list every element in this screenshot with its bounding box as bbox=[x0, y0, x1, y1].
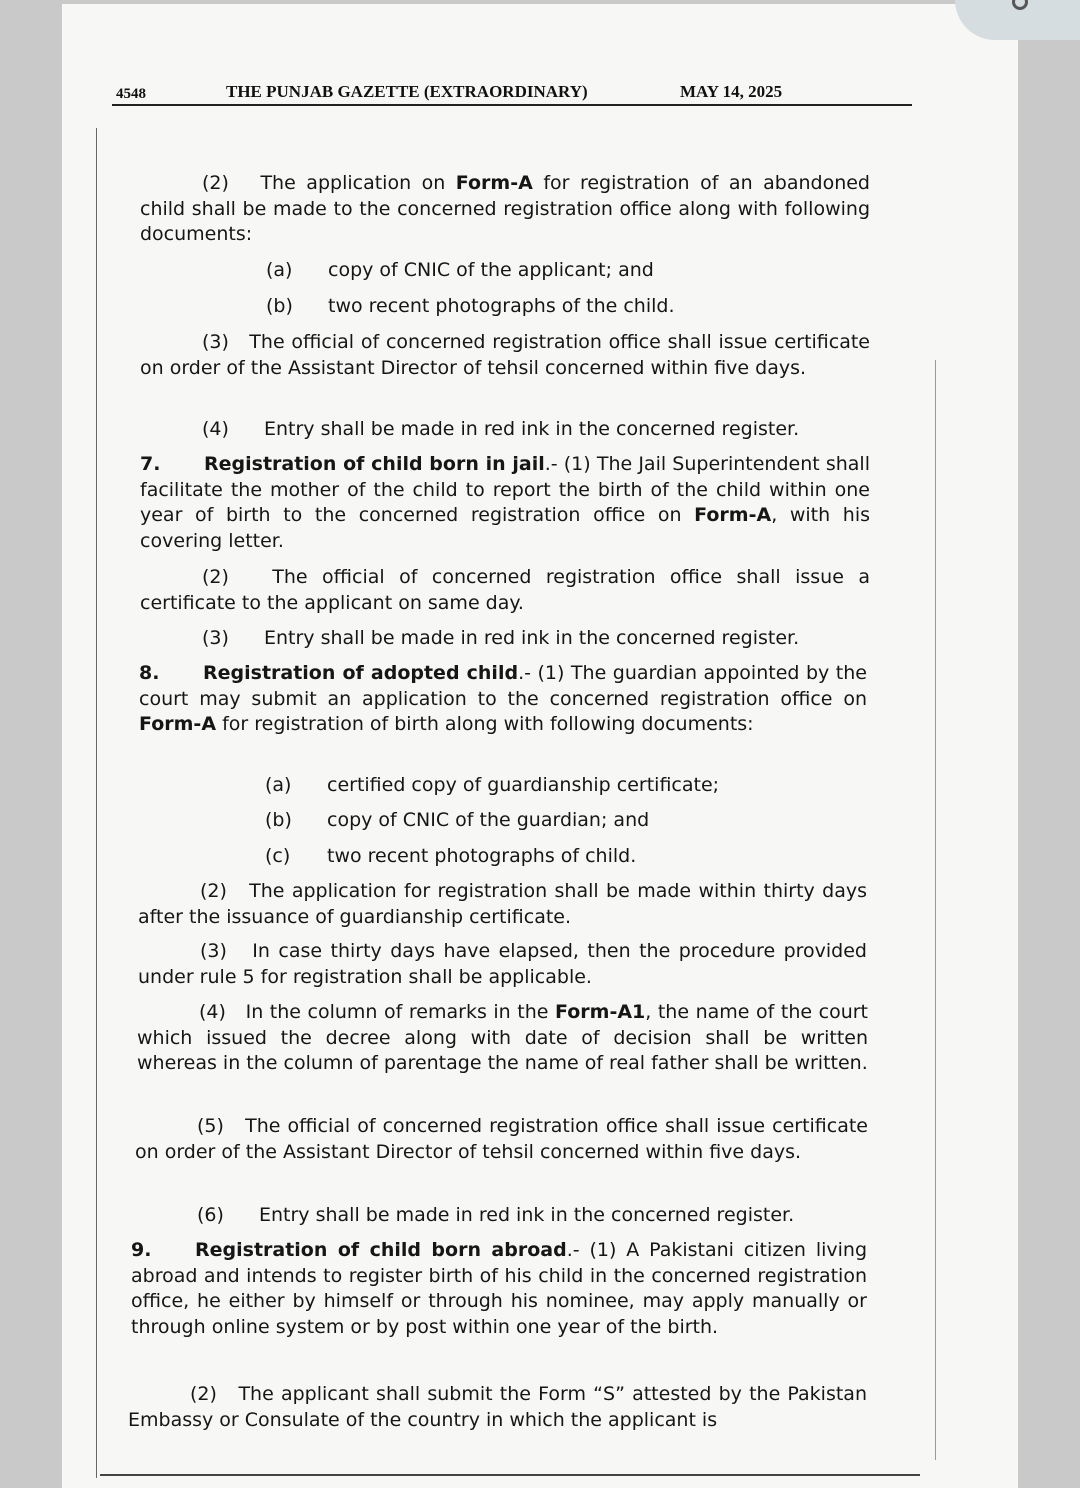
item-label: (b) bbox=[265, 809, 292, 831]
rule8-para-5 bbox=[135, 1114, 868, 1165]
para-label: (2) bbox=[202, 172, 229, 194]
para-text: for registration of birth along with following documents: bbox=[216, 713, 754, 736]
item-label: (a) bbox=[266, 259, 293, 281]
para-text: Entry shall be made in red ink in the concerned register. bbox=[259, 1204, 795, 1226]
para-label: (3) bbox=[202, 331, 229, 353]
form-reference: Form-A1 bbox=[555, 1001, 646, 1023]
para-text: Entry shall be made in red ink in the concerned register. bbox=[264, 627, 800, 649]
list-item bbox=[265, 844, 636, 868]
para-text: In case thirty days have elapsed, then the procedure provided under rule 5 for registration shall be applicable. bbox=[138, 940, 867, 988]
form-reference: Form-A bbox=[694, 504, 772, 527]
para-text: .- (1) The Jail Superintendent shall facilitate the mother of the child to report the birth of the child within one year of birth to the concerned registration office on bbox=[140, 453, 870, 527]
rule-heading: Registration of child born in jail bbox=[204, 453, 545, 475]
rule6-para-3 bbox=[140, 330, 870, 381]
item-text: copy of CNIC of the guardian; and bbox=[327, 809, 650, 831]
rule6-para-4 bbox=[202, 417, 799, 441]
rule7-para-3 bbox=[202, 626, 799, 650]
para-text: Entry shall be made in red ink in the concerned register. bbox=[264, 418, 800, 440]
item-text: certified copy of guardianship certificate; bbox=[327, 774, 720, 796]
para-text: .- (1) The guardian appointed by the court may submit an application to the concerned registration office on bbox=[139, 662, 867, 710]
para-text: The official of concerned registration office shall issue a certificate to the applicant on same day. bbox=[140, 566, 870, 614]
para-text: The official of concerned registration office shall issue certificate on order of the Assistant Director of tehsil concerned within five days. bbox=[135, 1115, 868, 1163]
para-text: The application for registration shall be made within thirty days after the issuance of guardianship certificate. bbox=[138, 880, 868, 928]
para-label: (5) bbox=[197, 1115, 224, 1137]
para-label: (2) bbox=[200, 880, 227, 902]
list-item bbox=[265, 808, 649, 832]
rule7-para-2 bbox=[140, 565, 870, 616]
page-number: 4548 bbox=[116, 86, 146, 102]
para-label: (4) bbox=[202, 418, 229, 440]
rule8-para-2 bbox=[138, 879, 867, 930]
rule-number: 7. bbox=[140, 453, 161, 475]
rule8-para-6 bbox=[197, 1203, 794, 1227]
para-text: , with his covering letter. bbox=[140, 504, 871, 552]
list-item bbox=[266, 258, 654, 282]
rule8 bbox=[139, 661, 867, 738]
item-label: (b) bbox=[266, 295, 293, 317]
para-text: In the column of remarks in the bbox=[245, 1001, 556, 1023]
list-item bbox=[265, 773, 719, 797]
rule8-para-4 bbox=[137, 1000, 868, 1077]
rule-number: 8. bbox=[139, 662, 160, 684]
para-text: The application on bbox=[260, 172, 456, 194]
form-reference: Form-A bbox=[455, 172, 533, 194]
item-label: (c) bbox=[265, 845, 291, 867]
item-text: copy of CNIC of the applicant; and bbox=[328, 259, 654, 281]
para-label: (2) bbox=[202, 566, 229, 588]
list-item bbox=[266, 294, 674, 318]
rule-heading: Registration of child born abroad bbox=[195, 1239, 567, 1261]
item-text: two recent photographs of child. bbox=[327, 845, 637, 867]
rule6-para-2 bbox=[140, 171, 870, 248]
item-text: two recent photographs of the child. bbox=[328, 295, 675, 317]
item-label: (a) bbox=[265, 774, 292, 796]
para-text: .- (1) A Pakistani citizen living abroad and intends to register birth of his child in the concerned registration office, he either by himself or through his nominee, may apply manually or through online system or by post within one year of the birth. bbox=[131, 1239, 868, 1338]
para-label: (2) bbox=[190, 1383, 217, 1405]
rule8-para-3 bbox=[138, 939, 867, 990]
rule-heading: Registration of adopted child bbox=[203, 662, 519, 684]
para-label: (3) bbox=[200, 940, 227, 962]
gazette-title: THE PUNJAB GAZETTE (EXTRAORDINARY) bbox=[226, 82, 588, 101]
para-text: for registration of an abandoned child shall be made to the concerned registration office along with following documents: bbox=[140, 172, 870, 246]
para-label: (4) bbox=[199, 1001, 226, 1023]
para-text: , the name of the court which issued the decree along with date of decision shall be written whereas in the column of parentage the name of real father shall be written. bbox=[137, 1001, 869, 1075]
gazette-date: MAY 14, 2025 bbox=[680, 82, 783, 101]
para-label: (6) bbox=[197, 1204, 224, 1226]
rule7 bbox=[140, 452, 870, 554]
rule9-para-2 bbox=[128, 1382, 867, 1433]
para-text: The official of concerned registration office shall issue certificate on order of the Assistant Director of tehsil concerned within five days. bbox=[140, 331, 870, 379]
para-text: The applicant shall submit the Form “S” attested by the Pakistan Embassy or Consulate of the country in which the applicant is bbox=[128, 1383, 867, 1431]
para-label: (3) bbox=[202, 627, 229, 649]
form-reference: Form-A bbox=[139, 713, 217, 736]
rule9 bbox=[131, 1238, 867, 1340]
rule-number: 9. bbox=[131, 1239, 152, 1261]
